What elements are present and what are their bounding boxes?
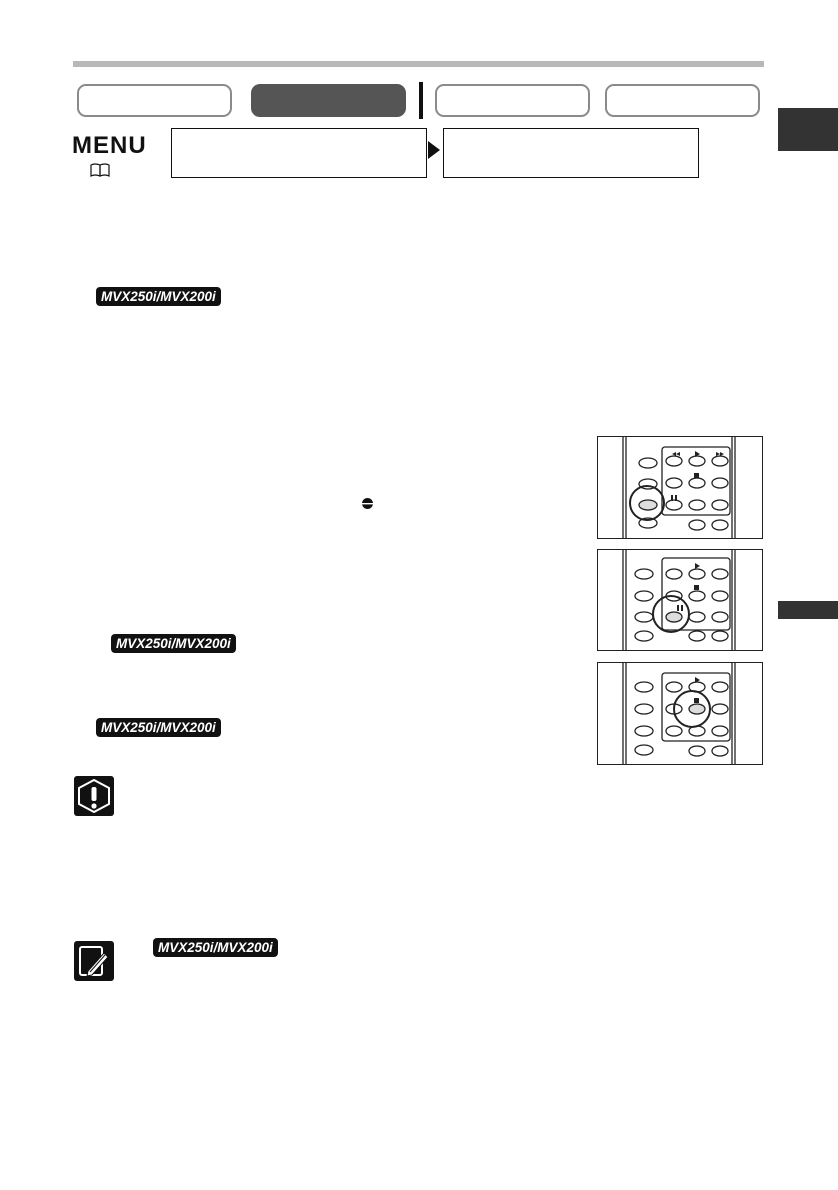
record-dot-icon	[361, 497, 374, 510]
side-chapter-tab-top[interactable]	[778, 108, 838, 151]
book-icon	[89, 163, 111, 177]
model-badge: MVX250i/MVX200i	[111, 634, 236, 653]
menu-heading: MENU	[72, 132, 147, 159]
header-rule	[73, 61, 764, 67]
side-chapter-tab-middle[interactable]	[778, 601, 838, 619]
menu-path-box-1	[171, 128, 427, 178]
remote-figure-1	[597, 436, 763, 539]
tab-1[interactable]	[77, 84, 232, 117]
tab-separator	[419, 82, 423, 119]
remote-figure-2	[597, 549, 763, 651]
note-pencil-icon	[74, 941, 114, 981]
caution-icon	[74, 776, 114, 816]
tab-4[interactable]	[605, 84, 760, 117]
model-badge: MVX250i/MVX200i	[153, 938, 278, 957]
remote-figure-3	[597, 662, 763, 765]
model-badge: MVX250i/MVX200i	[96, 718, 221, 737]
arrow-right-icon	[428, 141, 440, 159]
model-badge: MVX250i/MVX200i	[96, 287, 221, 306]
tab-2-active[interactable]	[251, 84, 406, 117]
tab-3[interactable]	[435, 84, 590, 117]
menu-path-box-2	[443, 128, 699, 178]
